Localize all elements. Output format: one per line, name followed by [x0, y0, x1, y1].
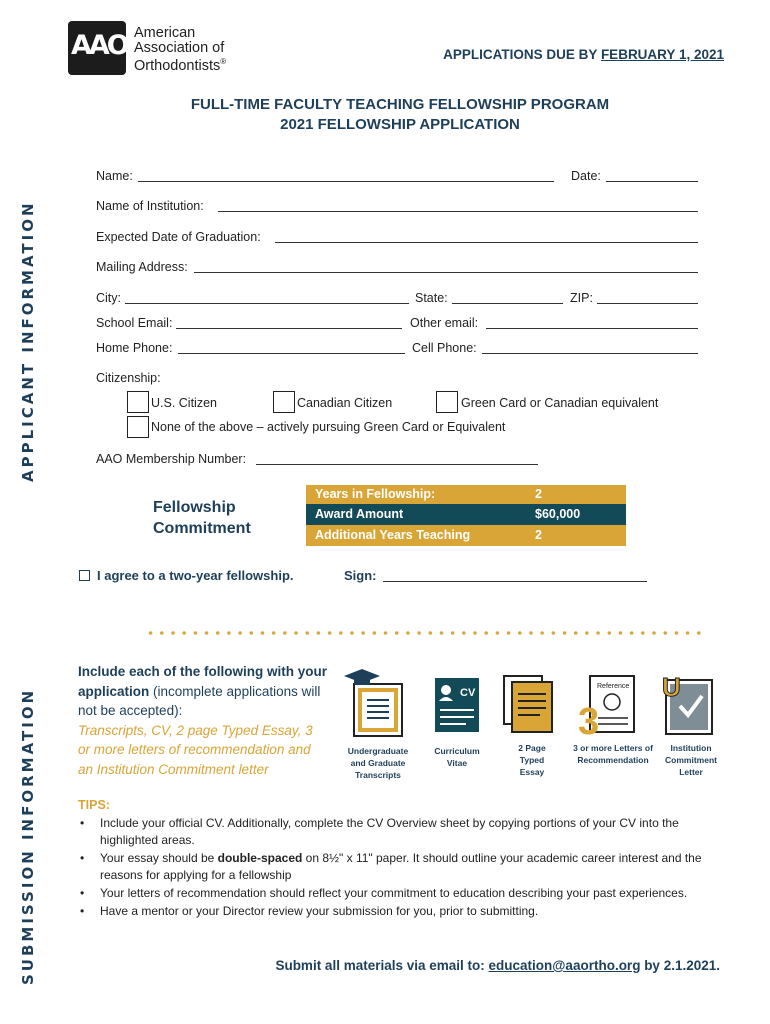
tip-item: • Your essay should be double-spaced on 8½" x 11" paper. It should outline your academic career interest and the reasons for applying for a fellowship	[78, 850, 728, 884]
tips-list	[78, 815, 728, 921]
us-citizen-checkbox[interactable]	[127, 391, 149, 413]
institution-label: Name of Institution:	[96, 199, 204, 213]
name-field[interactable]	[138, 180, 554, 182]
cv-badge: CV	[460, 687, 476, 699]
state-field[interactable]	[452, 302, 563, 304]
graduation-field[interactable]	[275, 241, 698, 243]
doc-label-cv: Curriculum Vitae	[434, 746, 480, 768]
doc-label-essay: 2 Page Typed Essay	[518, 743, 546, 777]
reference-icon	[578, 676, 634, 738]
other-email-label: Other email:	[410, 316, 479, 330]
date-label: Date:	[571, 169, 601, 183]
document-icons	[340, 668, 730, 738]
tip-item: • Your letters of recommendation should reflect your commitment to education describing your past experiences.	[78, 885, 728, 902]
dotted-divider	[145, 630, 705, 636]
green-card-label: Green Card or Canadian equivalent	[461, 396, 659, 410]
essay-icon	[504, 676, 552, 732]
include-instructions: Include each of the following with your application (incomplete applications will not be accepted): Transcripts, CV, 2 page Typed Essay, 3 or more letters of recommendation and an Institution Commitment letter	[78, 664, 328, 777]
fellowship-commitment-heading: Fellowship Commitment	[153, 499, 251, 537]
membership-label: AAO Membership Number:	[96, 452, 247, 466]
diploma-icon	[344, 669, 402, 736]
applications-due: APPLICATIONS DUE BY FEBRUARY 1, 2021	[443, 47, 724, 62]
institution-field[interactable]	[218, 210, 698, 212]
name-label: Name:	[96, 169, 133, 183]
none-of-above-checkbox[interactable]	[127, 416, 149, 438]
home-phone-label: Home Phone:	[96, 341, 173, 355]
sign-field[interactable]	[383, 580, 647, 582]
agree-checkbox[interactable]	[79, 570, 90, 581]
cell-phone-label: Cell Phone:	[412, 341, 477, 355]
citizenship-label: Citizenship:	[96, 371, 161, 385]
sign-label: Sign:	[344, 568, 377, 583]
zip-label: ZIP:	[570, 291, 593, 305]
aao-logo-text: American Association of Orthodontists®	[134, 25, 227, 74]
commitment-icon	[662, 672, 712, 734]
home-phone-field[interactable]	[178, 352, 405, 354]
applicant-information-label: APPLICANT INFORMATION	[19, 200, 37, 482]
fellowship-row-additional: Additional Years Teaching 2	[306, 525, 626, 546]
email-link[interactable]: education@aaortho.org	[488, 958, 641, 973]
membership-field[interactable]	[256, 463, 538, 465]
due-date: FEBRUARY 1, 2021	[600, 47, 724, 62]
school-email-field[interactable]	[176, 327, 402, 329]
reference-number: 3	[578, 701, 600, 738]
reference-badge: Reference	[597, 683, 630, 690]
fellowship-row-award: Award Amount $60,000	[306, 504, 626, 525]
date-field[interactable]	[606, 180, 698, 182]
tip-item: • Include your official CV. Additionally, complete the CV Overview sheet by copying portions of your CV into the highlighted areas.	[78, 815, 728, 849]
cv-icon	[435, 678, 479, 732]
other-email-field[interactable]	[486, 327, 698, 329]
aao-logo-mark: AAO	[68, 21, 126, 75]
fellowship-table	[306, 485, 626, 546]
doc-label-transcripts: Undergraduate and Graduate Transcripts	[347, 746, 409, 780]
fellowship-row-years: Years in Fellowship: 2	[306, 485, 626, 504]
cell-phone-field[interactable]	[482, 352, 698, 354]
city-field[interactable]	[125, 302, 409, 304]
tips-heading: TIPS:	[78, 798, 110, 812]
agree-label: I agree to a two-year fellowship.	[97, 568, 294, 583]
submission-information-label: SUBMISSION INFORMATION	[19, 687, 37, 985]
commitment-badge: U	[662, 672, 681, 702]
canadian-citizen-label: Canadian Citizen	[297, 396, 393, 410]
canadian-citizen-checkbox[interactable]	[273, 391, 295, 413]
tip-item: • Have a mentor or your Director review your submission for you, prior to submitting.	[78, 903, 728, 920]
none-of-above-label: None of the above – actively pursuing Green Card or Equivalent	[151, 420, 506, 434]
us-citizen-label: U.S. Citizen	[151, 396, 217, 410]
submit-instructions: Submit all materials via email to: education@aaortho.org by 2.1.2021.	[275, 958, 720, 973]
doc-label-commitment: Institution Commitment Letter	[665, 743, 717, 777]
graduation-label: Expected Date of Graduation:	[96, 230, 261, 244]
school-email-label: School Email:	[96, 316, 173, 330]
mailing-address-label: Mailing Address:	[96, 260, 188, 274]
doc-label-recommendation: 3 or more Letters of Recommendation	[573, 743, 653, 765]
state-label: State:	[415, 291, 448, 305]
city-label: City:	[96, 291, 121, 305]
page-title: FULL-TIME FACULTY TEACHING FELLOWSHIP PROGRAM 2021 FELLOWSHIP APPLICATION	[190, 96, 610, 133]
mailing-address-field[interactable]	[194, 271, 698, 273]
zip-field[interactable]	[597, 302, 698, 304]
green-card-checkbox[interactable]	[436, 391, 458, 413]
